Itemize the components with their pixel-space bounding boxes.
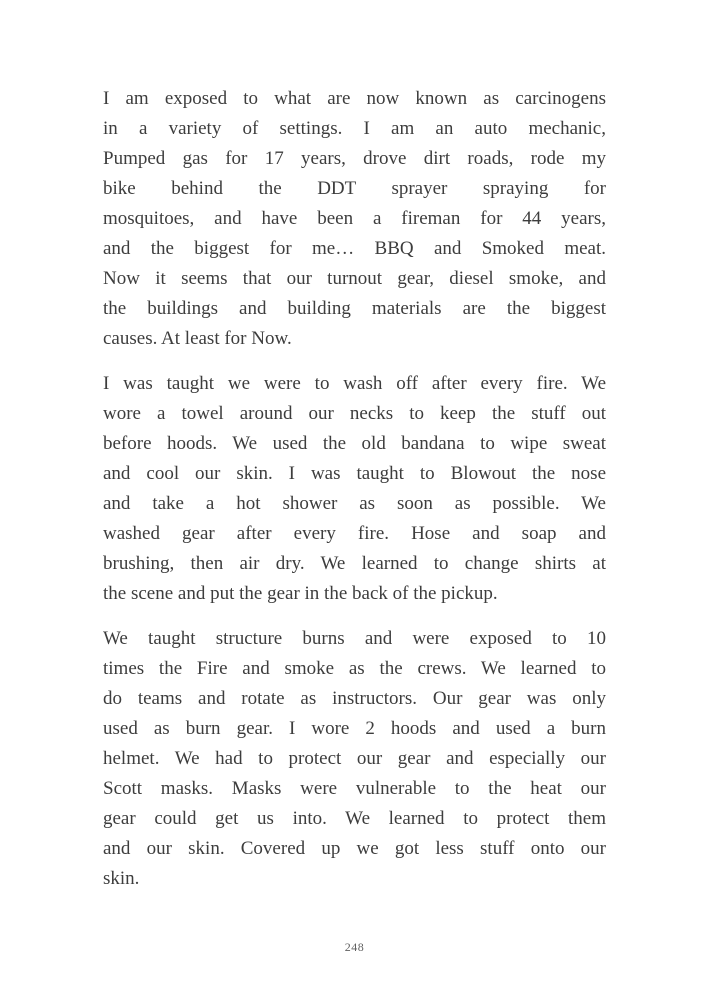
- text-line: and our skin. Covered up we got less stuff onto our: [103, 838, 606, 859]
- paragraph: [103, 369, 606, 609]
- text-line: brushing, then air dry. We learned to change shirts at: [103, 553, 606, 574]
- text-line: Pumped gas for 17 years, drove dirt roads, rode my: [103, 148, 606, 169]
- text-line: before hoods. We used the old bandana to wipe sweat: [103, 433, 606, 454]
- text-line: and cool our skin. I was taught to Blowout the nose: [103, 463, 606, 484]
- text-line: Scott masks. Masks were vulnerable to the heat our: [103, 778, 606, 799]
- text-line: Now it seems that our turnout gear, diesel smoke, and: [103, 268, 606, 289]
- page-body-text: [103, 84, 606, 909]
- text-line: helmet. We had to protect our gear and especially our: [103, 748, 606, 769]
- text-line: do teams and rotate as instructors. Our gear was only: [103, 688, 606, 709]
- page-number: 248: [344, 940, 365, 954]
- paragraph: [103, 84, 606, 354]
- paragraph: [103, 624, 606, 894]
- text-line: the buildings and building materials are the biggest: [103, 298, 606, 319]
- text-line: I am exposed to what are now known as carcinogens: [103, 88, 606, 109]
- text-line: in a variety of settings. I am an auto mechanic,: [103, 118, 606, 139]
- text-line: washed gear after every fire. Hose and soap and: [103, 523, 606, 544]
- text-line: wore a towel around our necks to keep the stuff out: [103, 403, 606, 424]
- text-line: causes. At least for Now.: [103, 328, 292, 349]
- text-line: gear could get us into. We learned to protect them: [103, 808, 606, 829]
- text-line: used as burn gear. I wore 2 hoods and used a burn: [103, 718, 606, 739]
- text-line: I was taught we were to wash off after every fire. We: [103, 373, 606, 394]
- text-line: and take a hot shower as soon as possible. We: [103, 493, 606, 514]
- text-line: the scene and put the gear in the back of the pickup.: [103, 583, 498, 604]
- text-line: times the Fire and smoke as the crews. We learned to: [103, 658, 606, 679]
- text-line: bike behind the DDT sprayer spraying for: [103, 178, 606, 199]
- text-line: mosquitoes, and have been a fireman for 44 years,: [103, 208, 606, 229]
- text-line: and the biggest for me… BBQ and Smoked meat.: [103, 238, 606, 259]
- text-line: skin.: [103, 868, 140, 889]
- text-line: We taught structure burns and were exposed to 10: [103, 628, 606, 649]
